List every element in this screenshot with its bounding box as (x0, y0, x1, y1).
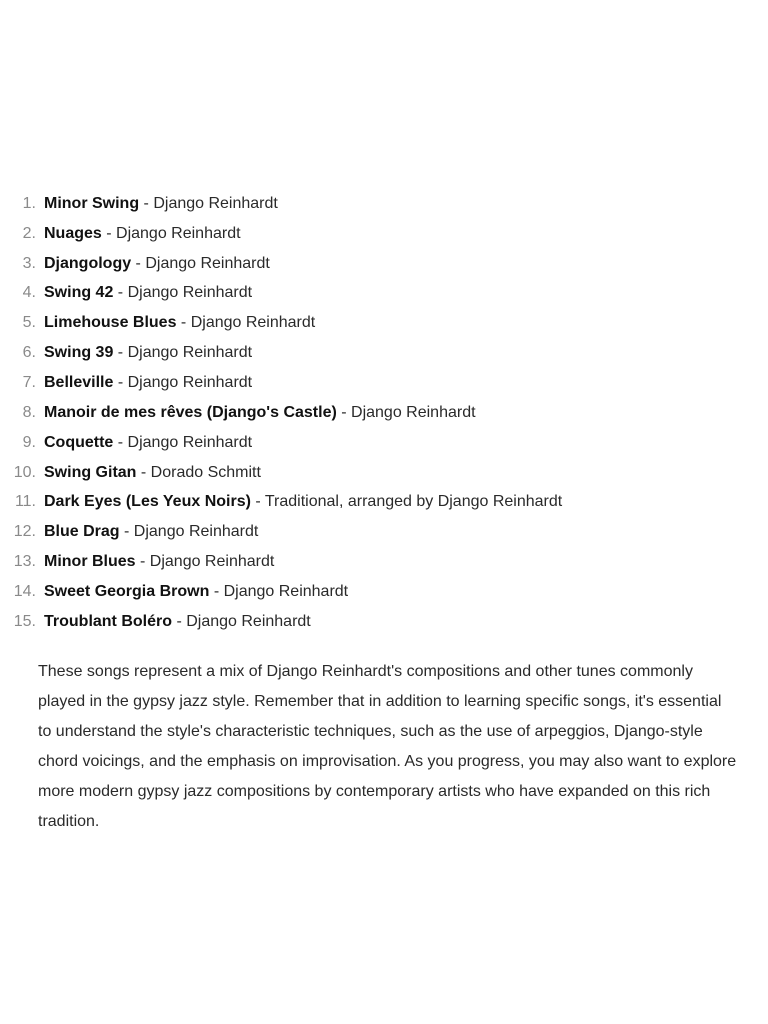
list-item (0, 607, 768, 637)
list-item-text (44, 434, 252, 452)
list-number: 11. (14, 493, 36, 511)
summary-paragraph: These songs represent a mix of Django Reinhardt's compositions and other tunes commonly played in the gypsy jazz style. Remember that in addition to learning specific songs, it's essential to understand the style's characteristic techniques, such as the use of arpeggios, Django-style chord voicings, and the emphasis on improvisation. As you progress, you may also want to explore more modern gypsy jazz compositions by contemporary artists who have expanded on this rich tradition. (38, 663, 737, 830)
list-item-text (44, 374, 252, 392)
list-item (0, 219, 768, 249)
song-artist: Dorado Schmitt (150, 463, 261, 481)
list-number: 13. (13, 553, 36, 571)
list-item (0, 189, 768, 219)
song-title: Dark Eyes (Les Yeux Noirs) (44, 493, 251, 511)
list-item-text (44, 404, 476, 422)
song-title: Nuages (44, 224, 102, 242)
separator: - (113, 433, 128, 451)
song-artist: Django Reinhardt (153, 194, 278, 212)
song-artist: Django Reinhardt (127, 373, 253, 391)
separator: - (139, 194, 154, 212)
list-number: 12. (13, 523, 36, 541)
song-title: Djangology (44, 254, 132, 272)
song-title: Manoir de mes rêves (Django's Castle) (44, 403, 337, 421)
list-item (0, 547, 768, 577)
list-item-text (44, 464, 261, 482)
separator: - (176, 314, 191, 332)
separator: - (250, 493, 265, 511)
list-number: 14. (13, 582, 36, 600)
separator: - (136, 463, 151, 481)
separator: - (113, 373, 128, 391)
list-item-text (44, 225, 241, 243)
list-item (0, 487, 768, 517)
list-item (0, 428, 768, 458)
song-title: Minor Blues (44, 553, 136, 571)
song-title: Troublant Boléro (44, 612, 172, 630)
list-item (0, 249, 768, 279)
list-item-text (44, 344, 252, 362)
list-number: 7. (22, 373, 36, 391)
song-artist: Django Reinhardt (351, 403, 476, 421)
song-artist: Django Reinhardt (190, 314, 316, 332)
list-item-text (44, 284, 252, 302)
song-artist: Django Reinhardt (223, 582, 349, 600)
separator: - (113, 344, 128, 362)
song-artist: Django Reinhardt (127, 284, 253, 302)
list-number: 15. (13, 612, 36, 630)
list-item (0, 458, 768, 488)
song-title: Sweet Georgia Brown (44, 582, 210, 600)
separator: - (172, 612, 187, 630)
song-title: Swing 39 (44, 344, 114, 362)
list-number: 10. (13, 463, 36, 481)
song-artist: Django Reinhardt (186, 612, 311, 630)
list-item-text (44, 523, 258, 541)
song-title: Coquette (44, 433, 114, 451)
list-item (0, 308, 768, 338)
list-item-text (44, 493, 562, 511)
list-item (0, 338, 768, 368)
list-number: 2. (22, 224, 36, 242)
song-title: Minor Swing (44, 194, 140, 212)
list-item (0, 577, 768, 607)
song-artist: Django Reinhardt (149, 553, 275, 571)
separator: - (209, 582, 224, 600)
song-artist: Django Reinhardt (116, 224, 241, 242)
list-item (0, 398, 768, 428)
song-title: Belleville (44, 373, 114, 391)
song-title: Swing Gitan (44, 463, 137, 481)
song-artist: Traditional, arranged by Django Reinhardt (264, 493, 563, 511)
list-item (0, 368, 768, 398)
song-list (0, 189, 768, 637)
song-artist: Django Reinhardt (133, 523, 259, 541)
list-item-text (44, 195, 278, 213)
song-artist: Django Reinhardt (127, 344, 253, 362)
song-title: Swing 42 (44, 284, 114, 302)
separator: - (135, 553, 150, 571)
separator: - (131, 254, 146, 272)
list-number: 9. (22, 433, 36, 451)
song-artist: Django Reinhardt (127, 433, 253, 451)
list-item (0, 279, 768, 309)
list-item-text (44, 255, 270, 273)
song-title: Blue Drag (44, 523, 120, 541)
list-number: 6. (22, 344, 36, 362)
list-item-text (44, 314, 315, 332)
list-number: 3. (22, 254, 36, 272)
list-item-text (44, 613, 311, 631)
list-number: 4. (22, 284, 36, 302)
list-number: 5. (22, 314, 36, 332)
list-item-text (44, 583, 348, 601)
separator: - (336, 403, 352, 421)
song-artist: Django Reinhardt (145, 254, 270, 272)
separator: - (101, 224, 117, 242)
list-number: 8. (22, 403, 36, 421)
list-number: 1. (22, 194, 36, 212)
list-item (0, 517, 768, 547)
list-item-text (44, 553, 274, 571)
separator: - (119, 523, 134, 541)
separator: - (113, 284, 128, 302)
song-title: Limehouse Blues (44, 314, 177, 332)
